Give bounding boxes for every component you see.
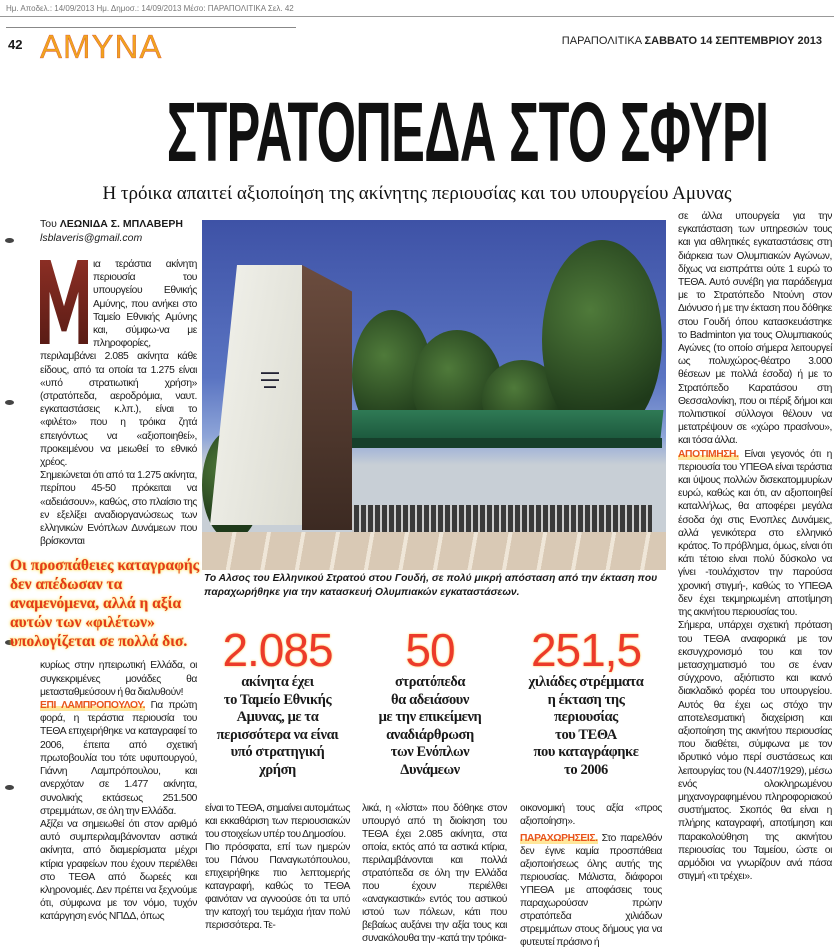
photo-caption: Το Αλσος του Ελληνικού Στρατού στου Γουδή, σε πολύ μικρή απόσταση από την έκταση που παραχωρήθηκε για την κατασκευή Ολυμπιακών εγκαταστάσεων.	[204, 573, 658, 598]
paragraph: σε άλλα υπουργεία για την εγκατάσταση των υπηρεσιών τους και για αθλητικές εγκαταστάσεις στη διάρκεια των Ολυμπιακών Αγώνων, δίχως να εισπράττει ούτε 1 ευρώ το ΤΕΘΑ. Αυτό συνέβη για παράδειγμα με το Στρατόπεδο Ντούνη στον Διόνυσο ή με την έκταση που δόθηκε στου Γουδή όπου κατασκευάστηκε το Badminton για τους Ολυμπιακούς Αγώνες (το οποίο σήμερα λειτουργεί ως πολυχώρος-θέατρο 3.000 θέσεων με πολλά έσοδα) ή με το Στρατόπεδο Καρατάσου στη Θεσσαλονίκη, που οι πέριξ δήμοι και πολιτιστικοί σύλλογοι θέλουν να μετατρέψουν σε «χώρο πρασίνου», και τόσα άλλα.	[678, 211, 832, 447]
section-apotimisi: ΑΠΟΤΙΜΗΣΗ. Είναι γεγονός ότι η περιουσία του ΥΠΕΘΑ είναι τεράστια και ύψους πολλών δισεκατομμυρίων ευρώ, καθώς και ότι, αν αξιοποιηθεί καταλλήλως, θα αποφέρει μεγάλα έσοδα όχι στις Ενοπλες Δυνάμεις, αλλά γενικότερα στο ελληνικό κράτος. Το πρόβλημα, όμως, είναι ότι κάτι τέτοιο είναι πολύ δύσκολο να γίνει -τουλάχιστον την παρούσα χρονική στιγμή-, καθώς το ΥΠΕΘΑ δεν έχει τεκμηριωμένη αποτίμηση της ακινήτου περιουσίας του.	[678, 448, 832, 619]
stat-camps	[355, 626, 505, 779]
stat-text: στρατόπεδα θα αδειάσουν με την επικείμενη αναδιάρθρωση των Ενόπλων Δυνάμεων	[378, 674, 482, 778]
stat-text: χιλιάδες στρέμματα η έκταση της περιουσίας του ΤΕΘΑ που καταγράφηκε το 2006	[528, 674, 644, 778]
headline: ΣΤΡΑΤΟΠΕΔΑ ΣΤΟ ΣΦΥΡΙ	[166, 85, 769, 179]
author-email[interactable]: lsblaveris@gmail.com	[40, 232, 143, 244]
subtitle: Η τρόικα απαιτεί αξιοποίηση της ακίνητης περιουσίας και του υπουργείου Αμυνας	[102, 183, 732, 204]
right-column	[678, 210, 832, 883]
pull-quote: Οι προσπάθειες καταγραφής δεν απέδωσαν τα αναμενόμενα, αλλά η αξία αυτών των «φιλέτων» υπολογίζεται σε πολλά δισ.	[10, 557, 200, 651]
stat-value: 2.085	[222, 624, 333, 676]
paragraph: Σημειώνεται ότι από τα 1.275 ακίνητα, περίπου 45-50 πρόκειται να «αδειάσουν», καθώς, στο πλαίσιο της εν εξελίξει αναδιοργανώσεως των ελληνικών Ενόπλων Δυνάμεων που βρίσκονται	[40, 470, 197, 548]
paragraph: κυρίως στην ηπειρωτική Ελλάδα, οι συγκεκριμένες μονάδες θα μετασταθμεύσουν ή θα διαλυθούν!	[40, 660, 197, 698]
paragraph: Σήμερα, υπάρχει σχετική πρόταση του ΤΕΘΑ αναφορικά με τον εκσυγχρονισμό του και τον μετασχηματισμό του σε έναν σύγχρονο, αξιόπιστο και ικανό διακλαδικό φορέα του υπουργείου. Αυτός θα έχει ως στόχο την αποτελεσματική διαχείριση και αξιοποίηση της ακινήτου περιουσίας που διαθέτει, σύμφωνα με τον ιδρυτικό νόμο περί συστάσεως και λειτουργίας του (Ν.4407/1929), μέσω ενός ολοκληρωμένου μηχανογραφημένου πληροφοριακού συστήματος. Σκοπός θα είναι η πλήρης καταγραφή, αποτίμηση και παρακολούθηση της ακινήτου περιουσίας του Ταμείου, ώστε οι αρμόδιοι να γνωρίζουν ανά πάσα στιγμή «τι τρέχει».	[678, 620, 832, 883]
section-heading: ΑΠΟΤΙΜΗΣΗ.	[678, 448, 739, 460]
scan-mark	[5, 400, 14, 405]
section-lamprop: ΕΠΙ ΛΑΜΠΡΟΠΟΥΛΟΥ. Για πρώτη φορά, η τεράστια περιουσία του ΤΕΘΑ επιχειρήθηκε να καταγραφεί το 2006, έπειτα από σχετική πρωτοβουλία του τότε υφυπουργού, Γιάννη Λαμπρόπουλου, και ανερχόταν σε 1.477 ακίνητα, συνολικής εκτάσεως 251.500 στρεμμάτων, σε όλη την Ελλάδα.	[40, 700, 197, 817]
clipping-meta: Ημ. Αποδελ.: 14/09/2013 Ημ. Δημοσ.: 14/09/2013 Μέσο: ΠΑΡΑΠΟΛΙΤΙΚΑ Σελ. 42	[6, 4, 294, 13]
lead-paragraph: ια τεράστια ακίνητη περιουσία του υπουργείου Εθνικής Αμύνης, που ανήκει στο Ταμείο Εθνικής Αμύνης και, σύμφω-να με πληροφορίες, περιλαμβάνει 2.085 ακίνητα κάθε είδους, από τα οποία τα 1.275 είναι «υπό στρατιωτική χρήση» (στρατόπεδα, αεροδρόμια, ναυτ. εγκαταστάσεις κ.λπ.), είναι το «φιλέτο» που η τρόικα ζητά επειγόντως να «αξιοποιηθεί», προκειμένου να μειωθεί το εθνικό χρέος.	[40, 259, 197, 469]
byline: Του ΛΕΩΝΙΔΑ Σ. ΜΠΛΑΒΕΡΗ	[40, 218, 183, 230]
scan-mark	[5, 785, 14, 790]
section-heading: ΕΠΙ ΛΑΜΠΡΟΠΟΥΛΟΥ.	[40, 700, 146, 712]
stat-value: 50	[405, 624, 455, 676]
stat-value: 251,5	[530, 624, 642, 676]
paragraph: Αξίζει να σημειωθεί ότι στον αριθμό αυτό συμπεριλαμβάνονταν αστικά ακίνητα, από διαμερίσματα μέχρι κτίρια γραφείων που έχουν περιέλθει στο ΤΕΘΑ από δωρεές και κληρονομιές. Δεν πρέπει να ξεχνούμε ότι, σύμφωνα με τον νόμο, τυχόν κατάργηση ενός ΝΠΔΔ, όπως	[40, 818, 197, 923]
scan-mark	[5, 238, 14, 243]
stat-text: ακίνητα έχει το Ταμείο Εθνικής Αμυνας, με τα περισσότερα να είναι υπό στρατηγική χρήση	[216, 674, 339, 778]
page-number: 42	[8, 37, 23, 52]
dateline	[562, 35, 822, 47]
paper-name: ΠΑΡΑΠΟΛΙΤΙΚΑ	[561, 35, 642, 47]
issue-date: ΣΑΒΒΑΤΟ 14 ΣΕΠΤΕΜΒΡΙΟΥ 2013	[644, 35, 822, 47]
section-title: ΑΜΥΝΑ	[40, 28, 163, 65]
column-c: οικονομική τους αξία «προς αξιοποίηση». ΠΑΡΑΧΩΡΗΣΕΙΣ. Στο παρελθόν δεν έγινε καμία προσπάθεια αξιοποιήσεως όλης αυτής της περιουσίας. Μάλιστα, διάφοροι ΥΠΕΘΑ με αποφάσεις τους παραχωρούσαν πρώην στρατόπεδα χιλιάδων στρεμμάτων στους δήμους για να φυτευτεί πράσινο ή	[520, 803, 662, 948]
monument-inscription: ▬▬▬ ▬▬▬ ▬▬	[261, 370, 279, 390]
column-a: είναι το ΤΕΘΑ, σημαίνει αυτομάτως και εκκαθάριση των περιουσιακών του στοιχείων υπέρ του Δημοσίου. Πιο πρόσφατα, επί των ημερών του Πάνου Παναγιωτόπουλου, επιχειρήθηκε πιο λεπτομερής καταγραφή, καθώς το ΤΕΘΑ φαινόταν να αγνοούσε ότι τα υπό την κατοχή του τεμάχια ήταν πολύ περισσότερα. Τε-	[205, 803, 351, 931]
stat-properties	[205, 626, 350, 779]
author: ΛΕΩΝΙΔΑ Σ. ΜΠΛΑΒΕΡΗ	[59, 218, 183, 230]
left-column	[10, 258, 200, 924]
section-heading: ΠΑΡΑΧΩΡΗΣΕΙΣ.	[520, 833, 598, 844]
article-photo	[202, 220, 666, 570]
stat-area	[510, 626, 662, 779]
column-b: λικά, η «λίστα» που δόθηκε στον υπουργό από τη διοίκηση του ΤΕΘΑ έχει 2.085 ακίνητα, στα οποία, εκτός από τα αστικά κτίρια, περιλαμβάνονται και πολλά στρατόπεδα σε όλη την Ελλάδα που έχουν περιέλθει «αναγκαστικά» εντός του αστικού ιστού των πόλεων, κάτι που βεβαίως αυξάνει την αξία τους και συνακόλουθα την -κατά την τρόικα-	[362, 803, 507, 944]
divider	[0, 16, 834, 17]
